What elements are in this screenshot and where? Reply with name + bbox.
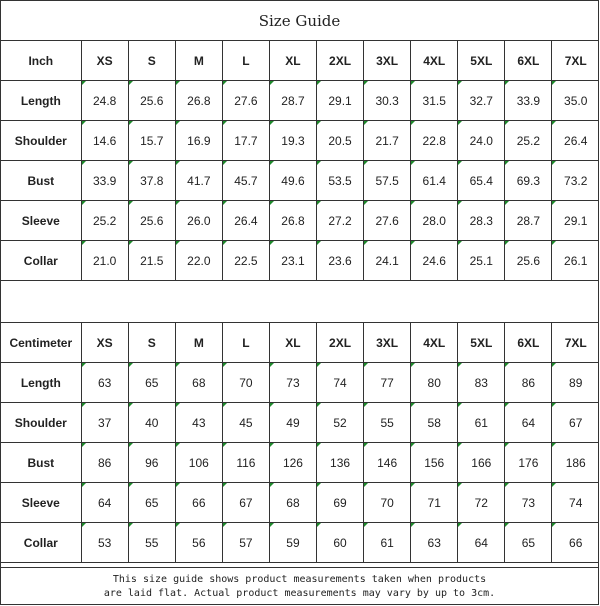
inch-size-table — [1, 41, 599, 281]
measurement-cell: 156 — [411, 443, 458, 483]
measurement-cell: 61 — [364, 523, 411, 563]
measurement-cell: 106 — [175, 443, 222, 483]
measurement-cell: 49.6 — [269, 161, 316, 201]
size-header: L — [222, 323, 269, 363]
size-header: M — [175, 41, 222, 81]
measurement-cell: 21.5 — [128, 241, 175, 281]
measurement-cell: 16.9 — [175, 121, 222, 161]
table-header-row — [1, 41, 599, 81]
measurement-cell: 21.7 — [364, 121, 411, 161]
row-label: Sleeve — [1, 201, 81, 241]
measurement-cell: 116 — [222, 443, 269, 483]
measurement-cell: 25.2 — [81, 201, 128, 241]
measurement-cell: 67 — [552, 403, 599, 443]
measurement-cell: 23.1 — [269, 241, 316, 281]
measurement-cell: 20.5 — [317, 121, 364, 161]
size-header: XL — [269, 41, 316, 81]
measurement-cell: 26.8 — [175, 81, 222, 121]
measurement-cell: 146 — [364, 443, 411, 483]
size-header: XS — [81, 41, 128, 81]
table-row — [1, 363, 599, 403]
measurement-cell: 25.1 — [458, 241, 505, 281]
page-title: Size Guide — [1, 1, 598, 41]
size-header: 5XL — [458, 323, 505, 363]
size-header: 2XL — [317, 41, 364, 81]
measurement-cell: 77 — [364, 363, 411, 403]
measurement-cell: 37 — [81, 403, 128, 443]
measurement-cell: 26.4 — [552, 121, 599, 161]
table-row — [1, 121, 599, 161]
size-header: M — [175, 323, 222, 363]
measurement-cell: 22.5 — [222, 241, 269, 281]
measurement-cell: 24.1 — [364, 241, 411, 281]
measurement-cell: 74 — [317, 363, 364, 403]
size-header: 3XL — [364, 41, 411, 81]
measurement-cell: 65 — [128, 363, 175, 403]
table-separator — [1, 282, 598, 323]
size-header: 6XL — [505, 41, 552, 81]
table-row — [1, 161, 599, 201]
measurement-cell: 57 — [222, 523, 269, 563]
measurement-cell: 33.9 — [81, 161, 128, 201]
measurement-cell: 26.0 — [175, 201, 222, 241]
measurement-cell: 96 — [128, 443, 175, 483]
size-header: L — [222, 41, 269, 81]
unit-header: Centimeter — [1, 323, 81, 363]
measurement-cell: 52 — [317, 403, 364, 443]
measurement-cell: 28.7 — [269, 81, 316, 121]
measurement-cell: 69.3 — [505, 161, 552, 201]
size-header: 7XL — [552, 323, 599, 363]
measurement-cell: 22.8 — [411, 121, 458, 161]
measurement-cell: 26.1 — [552, 241, 599, 281]
measurement-cell: 30.3 — [364, 81, 411, 121]
row-label: Sleeve — [1, 483, 81, 523]
unit-header: Inch — [1, 41, 81, 81]
table-row — [1, 81, 599, 121]
measurement-cell: 64 — [458, 523, 505, 563]
measurement-cell: 23.6 — [317, 241, 364, 281]
row-label: Length — [1, 81, 81, 121]
size-header: 2XL — [317, 323, 364, 363]
measurement-cell: 32.7 — [458, 81, 505, 121]
table-row — [1, 483, 599, 523]
size-header: 4XL — [411, 323, 458, 363]
measurement-cell: 53 — [81, 523, 128, 563]
measurement-cell: 57.5 — [364, 161, 411, 201]
measurement-cell: 49 — [269, 403, 316, 443]
measurement-cell: 56 — [175, 523, 222, 563]
size-header: 6XL — [505, 323, 552, 363]
measurement-cell: 25.6 — [128, 201, 175, 241]
measurement-cell: 136 — [317, 443, 364, 483]
size-header: S — [128, 323, 175, 363]
size-header: 4XL — [411, 41, 458, 81]
measurement-cell: 61.4 — [411, 161, 458, 201]
measurement-cell: 61 — [458, 403, 505, 443]
measurement-cell: 73 — [269, 363, 316, 403]
row-label: Shoulder — [1, 403, 81, 443]
measurement-cell: 43 — [175, 403, 222, 443]
measurement-cell: 24.6 — [411, 241, 458, 281]
measurement-cell: 27.6 — [222, 81, 269, 121]
measurement-cell: 29.1 — [317, 81, 364, 121]
measurement-cell: 27.2 — [317, 201, 364, 241]
measurement-cell: 65 — [505, 523, 552, 563]
measurement-cell: 14.6 — [81, 121, 128, 161]
table-header-row — [1, 323, 599, 363]
measurement-cell: 40 — [128, 403, 175, 443]
table-row — [1, 241, 599, 281]
measurement-cell: 37.8 — [128, 161, 175, 201]
centimeter-size-table — [1, 323, 599, 563]
measurement-cell: 22.0 — [175, 241, 222, 281]
measurement-cell: 17.7 — [222, 121, 269, 161]
size-header: XS — [81, 323, 128, 363]
measurement-cell: 126 — [269, 443, 316, 483]
measurement-cell: 26.8 — [269, 201, 316, 241]
measurement-cell: 41.7 — [175, 161, 222, 201]
measurement-cell: 25.6 — [128, 81, 175, 121]
measurement-cell: 73.2 — [552, 161, 599, 201]
measurement-cell: 176 — [505, 443, 552, 483]
measurement-cell: 28.0 — [411, 201, 458, 241]
measurement-cell: 70 — [222, 363, 269, 403]
measurement-cell: 72 — [458, 483, 505, 523]
measurement-cell: 25.2 — [505, 121, 552, 161]
measurement-cell: 33.9 — [505, 81, 552, 121]
measurement-cell: 69 — [317, 483, 364, 523]
measurement-cell: 24.0 — [458, 121, 505, 161]
row-label: Bust — [1, 443, 81, 483]
table-row — [1, 201, 599, 241]
measurement-cell: 31.5 — [411, 81, 458, 121]
measurement-cell: 68 — [269, 483, 316, 523]
measurement-cell: 25.6 — [505, 241, 552, 281]
row-label: Collar — [1, 241, 81, 281]
measurement-cell: 80 — [411, 363, 458, 403]
note-line-2: are laid flat. Actual product measurements may vary by up to 3cm. — [103, 587, 496, 599]
measurement-cell: 27.6 — [364, 201, 411, 241]
measurement-cell: 35.0 — [552, 81, 599, 121]
measurement-cell: 55 — [364, 403, 411, 443]
measurement-note — [1, 567, 598, 605]
measurement-cell: 59 — [269, 523, 316, 563]
measurement-cell: 21.0 — [81, 241, 128, 281]
size-header: XL — [269, 323, 316, 363]
note-line-1: This size guide shows product measurements taken when products — [112, 573, 487, 585]
measurement-cell: 166 — [458, 443, 505, 483]
size-header: S — [128, 41, 175, 81]
measurement-cell: 67 — [222, 483, 269, 523]
measurement-cell: 86 — [505, 363, 552, 403]
measurement-cell: 26.4 — [222, 201, 269, 241]
size-header: 3XL — [364, 323, 411, 363]
measurement-cell: 68 — [175, 363, 222, 403]
measurement-cell: 53.5 — [317, 161, 364, 201]
measurement-cell: 186 — [552, 443, 599, 483]
table-row — [1, 443, 599, 483]
measurement-cell: 60 — [317, 523, 364, 563]
table-row — [1, 523, 599, 563]
measurement-cell: 83 — [458, 363, 505, 403]
measurement-cell: 15.7 — [128, 121, 175, 161]
row-label: Shoulder — [1, 121, 81, 161]
measurement-cell: 74 — [552, 483, 599, 523]
measurement-cell: 55 — [128, 523, 175, 563]
measurement-cell: 58 — [411, 403, 458, 443]
measurement-cell: 65.4 — [458, 161, 505, 201]
measurement-cell: 73 — [505, 483, 552, 523]
measurement-cell: 63 — [411, 523, 458, 563]
measurement-cell: 89 — [552, 363, 599, 403]
measurement-cell: 86 — [81, 443, 128, 483]
measurement-cell: 66 — [175, 483, 222, 523]
measurement-cell: 28.7 — [505, 201, 552, 241]
measurement-cell: 63 — [81, 363, 128, 403]
measurement-cell: 29.1 — [552, 201, 599, 241]
row-label: Collar — [1, 523, 81, 563]
size-header: 7XL — [552, 41, 599, 81]
measurement-cell: 65 — [128, 483, 175, 523]
measurement-cell: 28.3 — [458, 201, 505, 241]
measurement-cell: 45 — [222, 403, 269, 443]
size-header: 5XL — [458, 41, 505, 81]
measurement-cell: 70 — [364, 483, 411, 523]
measurement-cell: 19.3 — [269, 121, 316, 161]
measurement-cell: 45.7 — [222, 161, 269, 201]
measurement-cell: 64 — [81, 483, 128, 523]
measurement-cell: 66 — [552, 523, 599, 563]
row-label: Length — [1, 363, 81, 403]
row-label: Bust — [1, 161, 81, 201]
measurement-cell: 64 — [505, 403, 552, 443]
measurement-cell: 71 — [411, 483, 458, 523]
measurement-cell: 24.8 — [81, 81, 128, 121]
table-row — [1, 403, 599, 443]
